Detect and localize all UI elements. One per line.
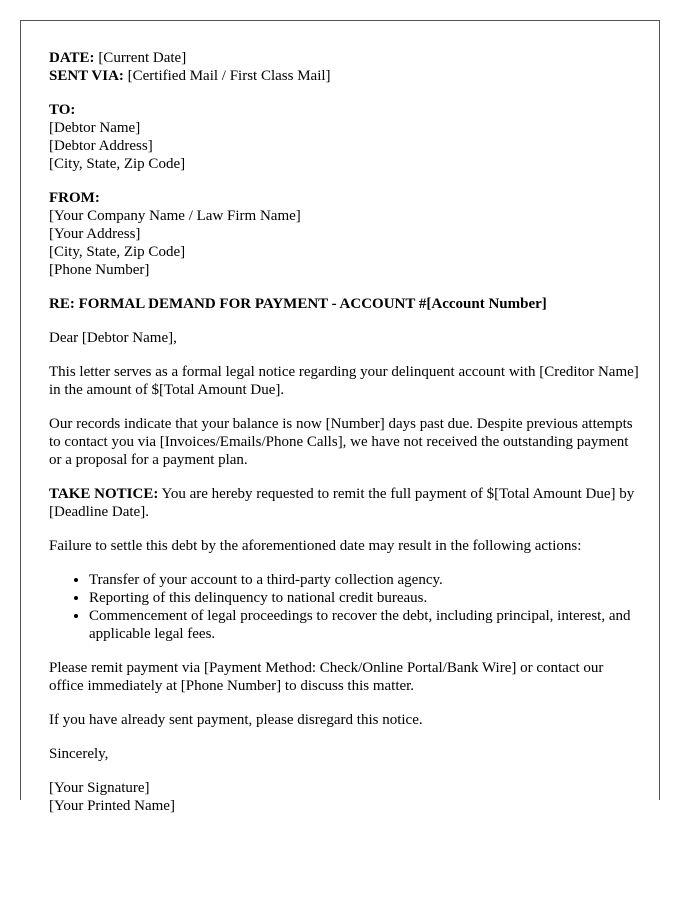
action-item-credit-bureaus: • Reporting of this delinquency to national credit bureaus. [89,589,639,607]
printed-name-line: [Your Printed Name] [49,798,175,814]
from-city-state-zip: [City, State, Zip Code] [49,244,186,260]
from-phone-number: [Phone Number] [49,262,150,278]
header-block [49,49,639,85]
date-line [49,49,639,67]
re-line: RE: FORMAL DEMAND FOR PAYMENT - ACCOUNT #[Account Number] [49,296,547,312]
from-address: [Your Address] [49,226,141,242]
salutation: Dear [Debtor Name], [49,330,177,346]
from-block [49,189,639,279]
signature-block [49,779,639,815]
date-value: [Current Date] [94,50,187,66]
from-label [49,189,639,207]
sent-via-line [49,67,639,85]
take-notice-paragraph [49,485,639,521]
body-paragraph-2: Our records indicate that your balance is now [Number] days past due. Despite previous attempts to contact you via [Invoices/Emails/Phone Calls], we have not received the outstanding payment or a proposal for a payment plan. [49,416,633,468]
action-item-legal-proceedings: • Commencement of legal proceedings to recover the debt, including principal, interest, and applicable legal fees. [89,607,639,643]
take-notice-text: You are hereby requested to remit the full payment of $[Total Amount Due] by [Deadline Date]. [49,486,635,520]
from-label-text: FROM: [49,190,100,206]
body-paragraph-5: Please remit payment via [Payment Method: Check/Online Portal/Bank Wire] or contact our office immediately at [Phone Number] to discuss this matter. [49,660,604,694]
sent-via-value: [Certified Mail / First Class Mail] [123,68,331,84]
take-notice-label: TAKE NOTICE: [49,486,159,502]
from-company-name: [Your Company Name / Law Firm Name] [49,208,301,224]
action-item-collection-agency: • Transfer of your account to a third-party collection agency. [89,571,639,589]
to-debtor-address: [Debtor Address] [49,138,153,154]
to-label [49,101,639,119]
actions-list [49,571,639,643]
sent-via-label: SENT VIA: [49,68,124,84]
date-label: DATE: [49,50,95,66]
to-city-state-zip: [City, State, Zip Code] [49,156,186,172]
body-paragraph-6: If you have already sent payment, please disregard this notice. [49,712,423,728]
to-block [49,101,639,173]
letter-content [49,49,639,815]
body-paragraph-1: This letter serves as a formal legal notice regarding your delinquent account with [Creditor Name] in the amount of $[Total Amount Due]. [49,364,639,398]
body-paragraph-4: Failure to settle this debt by the aforementioned date may result in the following actions: [49,538,582,554]
to-label-text: TO: [49,102,76,118]
to-debtor-name: [Debtor Name] [49,120,141,136]
signature-line: [Your Signature] [49,780,150,796]
letter-page [20,20,660,814]
closing-sincerely: Sincerely, [49,746,109,762]
